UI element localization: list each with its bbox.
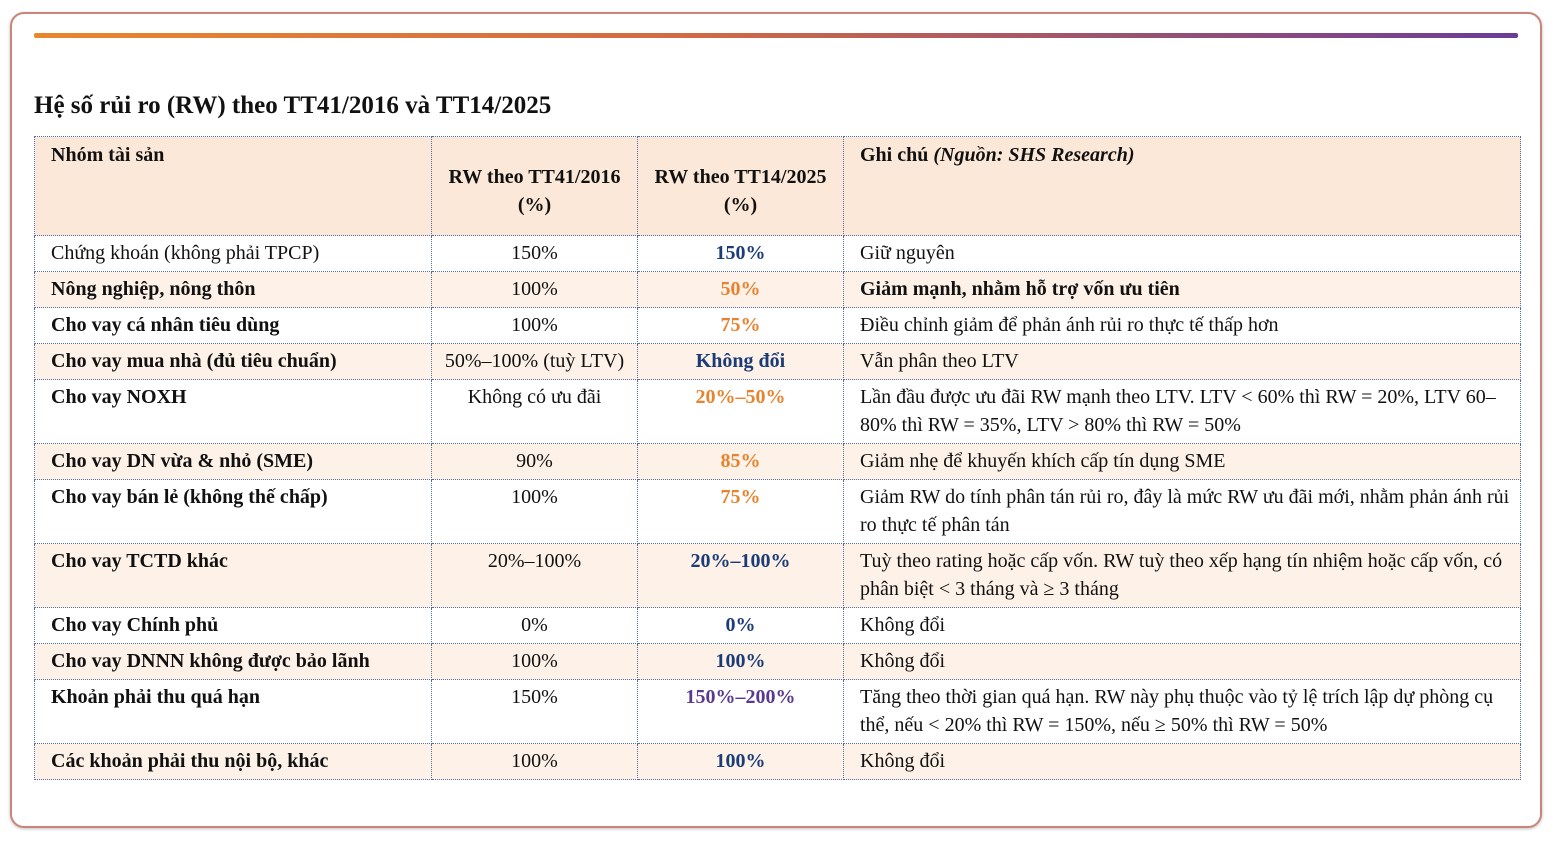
rw-2025-cell: 150%–200% xyxy=(638,680,844,744)
rw-2025-cell: 20%–100% xyxy=(638,544,844,608)
asset-group-cell: Cho vay Chính phủ xyxy=(35,608,432,644)
asset-group-cell: Cho vay mua nhà (đủ tiêu chuẩn) xyxy=(35,344,432,380)
rw-2025-cell: 75% xyxy=(638,480,844,544)
rw-2025-cell: 100% xyxy=(638,744,844,780)
rw-2016-cell: 100% xyxy=(432,744,638,780)
rw-2016-cell: 100% xyxy=(432,308,638,344)
rw-2025-cell: Không đổi xyxy=(638,344,844,380)
table-header-row xyxy=(35,137,1521,236)
rw-2025-cell: 150% xyxy=(638,236,844,272)
rw-2025-cell: 0% xyxy=(638,608,844,644)
header-rw-2025: RW theo TT14/2025 (%) xyxy=(638,137,844,236)
rw-2016-cell: 100% xyxy=(432,272,638,308)
note-cell: Không đổi xyxy=(844,608,1521,644)
header-note xyxy=(844,137,1521,236)
rw-2025-cell: 75% xyxy=(638,308,844,344)
note-cell: Tăng theo thời gian quá hạn. RW này phụ thuộc vào tỷ lệ trích lập dự phòng cụ thể, nếu < 20% thì RW = 150%, nếu ≥ 50% thì RW = 50% xyxy=(844,680,1521,744)
rw-2016-cell: 150% xyxy=(432,680,638,744)
note-cell: Tuỳ theo rating hoặc cấp vốn. RW tuỳ theo xếp hạng tín nhiệm hoặc cấp vốn, có phân biệt < 3 tháng và ≥ 3 tháng xyxy=(844,544,1521,608)
table-row xyxy=(35,444,1521,480)
table-row xyxy=(35,236,1521,272)
asset-group-cell: Chứng khoán (không phải TPCP) xyxy=(35,236,432,272)
note-cell: Giảm RW do tính phân tán rủi ro, đây là mức RW ưu đãi mới, nhằm phản ánh rủi ro thực tế phân tán xyxy=(844,480,1521,544)
header-note-source: (Nguồn: SHS Research) xyxy=(933,144,1135,166)
rw-2016-cell: 20%–100% xyxy=(432,544,638,608)
rw-2016-cell: 150% xyxy=(432,236,638,272)
table-row xyxy=(35,380,1521,444)
note-cell: Giảm mạnh, nhằm hỗ trợ vốn ưu tiên xyxy=(844,272,1521,308)
asset-group-cell: Các khoản phải thu nội bộ, khác xyxy=(35,744,432,780)
rw-2025-cell: 85% xyxy=(638,444,844,480)
rw-2025-cell: 20%–50% xyxy=(638,380,844,444)
rw-2016-cell: 90% xyxy=(432,444,638,480)
rw-2016-cell: 50%–100% (tuỳ LTV) xyxy=(432,344,638,380)
accent-bar xyxy=(34,33,1518,38)
note-cell: Không đổi xyxy=(844,644,1521,680)
rw-2016-cell: 100% xyxy=(432,644,638,680)
asset-group-cell: Cho vay cá nhân tiêu dùng xyxy=(35,308,432,344)
note-cell: Điều chỉnh giảm để phản ánh rủi ro thực tế thấp hơn xyxy=(844,308,1521,344)
table-row xyxy=(35,644,1521,680)
note-cell: Giữ nguyên xyxy=(844,236,1521,272)
asset-group-cell: Nông nghiệp, nông thôn xyxy=(35,272,432,308)
table-row xyxy=(35,272,1521,308)
table-row xyxy=(35,308,1521,344)
header-rw-2016: RW theo TT41/2016 (%) xyxy=(432,137,638,236)
table-row xyxy=(35,744,1521,780)
asset-group-cell: Cho vay bán lẻ (không thế chấp) xyxy=(35,480,432,544)
asset-group-cell: Cho vay TCTD khác xyxy=(35,544,432,608)
table-row xyxy=(35,344,1521,380)
asset-group-cell: Cho vay NOXH xyxy=(35,380,432,444)
asset-group-cell: Cho vay DNNN không được bảo lãnh xyxy=(35,644,432,680)
rw-2016-cell: 100% xyxy=(432,480,638,544)
rw-2025-cell: 100% xyxy=(638,644,844,680)
asset-group-cell: Khoản phải thu quá hạn xyxy=(35,680,432,744)
rw-table xyxy=(34,136,1521,780)
note-cell: Giảm nhẹ để khuyến khích cấp tín dụng SME xyxy=(844,444,1521,480)
rw-2016-cell: Không có ưu đãi xyxy=(432,380,638,444)
rw-2016-cell: 0% xyxy=(432,608,638,644)
header-asset-group: Nhóm tài sản xyxy=(35,137,432,236)
page-title: Hệ số rủi ro (RW) theo TT41/2016 và TT14/2025 xyxy=(34,92,552,119)
header-note-label: Ghi chú xyxy=(860,144,929,166)
note-cell: Không đổi xyxy=(844,744,1521,780)
asset-group-cell: Cho vay DN vừa & nhỏ (SME) xyxy=(35,444,432,480)
note-cell: Lần đầu được ưu đãi RW mạnh theo LTV. LTV < 60% thì RW = 20%, LTV 60–80% thì RW = 35%, LTV > 80% thì RW = 50% xyxy=(844,380,1521,444)
table-row xyxy=(35,680,1521,744)
rw-2025-cell: 50% xyxy=(638,272,844,308)
note-cell: Vẫn phân theo LTV xyxy=(844,344,1521,380)
table-row xyxy=(35,608,1521,644)
table-row xyxy=(35,480,1521,544)
table-row xyxy=(35,544,1521,608)
